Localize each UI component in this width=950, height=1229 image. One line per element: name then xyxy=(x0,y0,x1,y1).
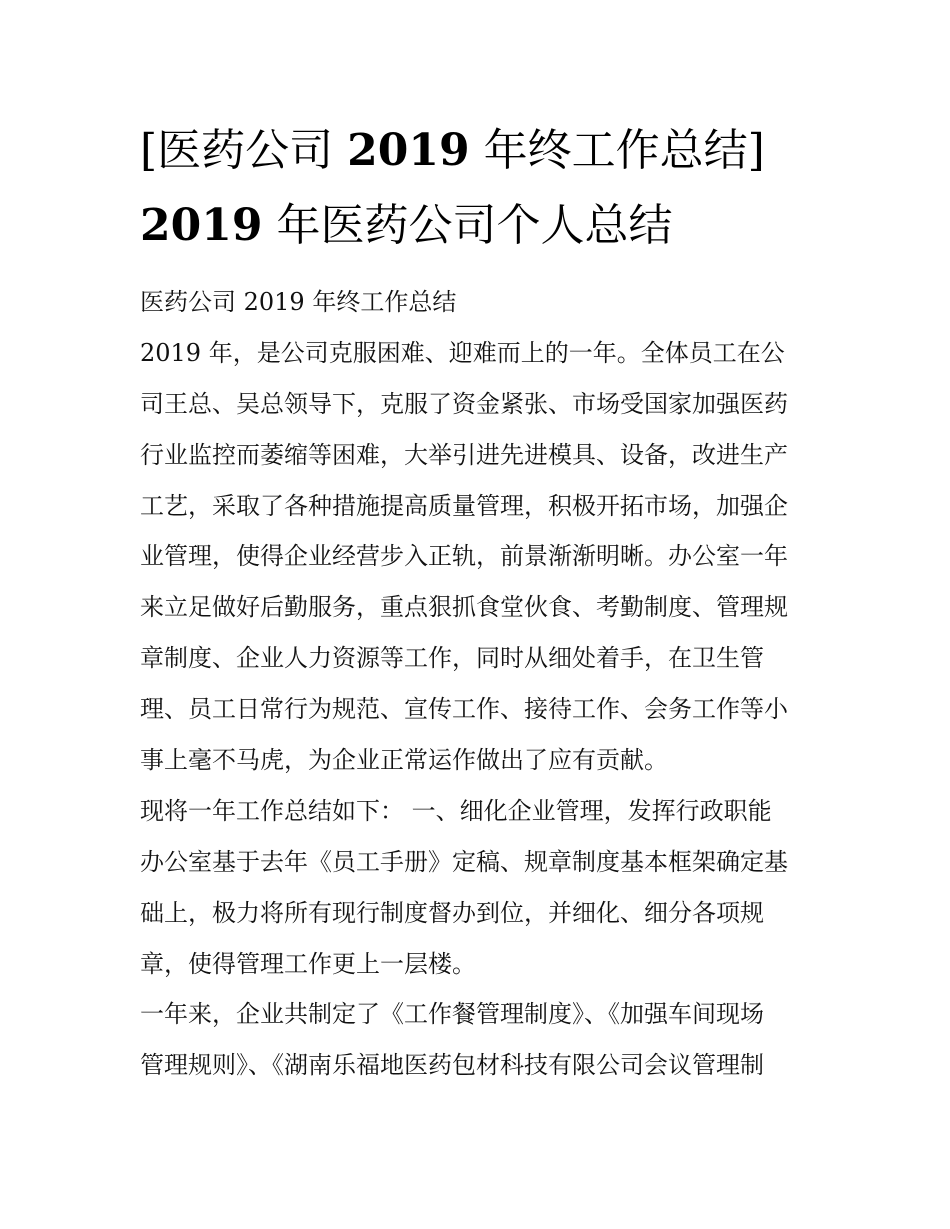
body-text-line: 来立足做好后勤服务，重点狠抓食堂伙食、考勤制度、管理规 xyxy=(140,593,788,622)
body-text-line: 础上，极力将所有现行制度督办到位，并细化、细分各项规 xyxy=(140,898,764,927)
body-text-line: 行业监控而萎缩等困难，大举引进先进模具、设备，改进生产 xyxy=(140,440,788,469)
body-text-line: 办公室基于去年《员工手册》定稿、规章制度基本框架确定基 xyxy=(140,847,788,876)
document-title xyxy=(140,113,820,263)
body-text-line: 章制度、企业人力资源等工作，同时从细处着手，在卫生管 xyxy=(140,644,764,673)
title-line xyxy=(140,188,820,263)
body-text-line: 章，使得管理工作更上一层楼。 xyxy=(140,949,476,978)
body-text-line: 理、员工日常行为规范、宣传工作、接待工作、会务工作等小 xyxy=(140,695,788,724)
body-text-line: 事上毫不马虎，为企业正常运作做出了应有贡献。 xyxy=(140,746,668,775)
title-segment: 年医药公司个人总结 xyxy=(262,200,673,251)
body-text-line: 医药公司 2019 年终工作总结 xyxy=(140,288,457,316)
title-line xyxy=(140,113,820,188)
body-text-line: 一年来，企业共制定了《工作餐管理制度》、《加强车间现场 xyxy=(140,1000,764,1029)
body-text-line: 现将一年工作总结如下： 一、细化企业管理，发挥行政职能 xyxy=(140,796,772,825)
body-text-line: 业管理，使得企业经营步入正轨，前景渐渐明晰。办公室一年 xyxy=(140,542,788,571)
title-segment: 2019 xyxy=(140,200,263,251)
title-segment: [医药公司 xyxy=(140,125,348,176)
document-body xyxy=(140,277,812,1091)
body-text-line: 管理规则》、《湖南乐福地医药包材科技有限公司会议管理制 xyxy=(140,1051,764,1080)
body-text-line: 2019 年，是公司克服困难、迎难而上的一年。全体员工在公 xyxy=(140,338,785,367)
body-text-line: 司王总、吴总领导下，克服了资金紧张、市场受国家加强医药 xyxy=(140,389,788,418)
title-segment: 2019 xyxy=(347,125,470,176)
body-text-line: 工艺，采取了各种措施提高质量管理，积极开拓市场，加强企 xyxy=(140,491,788,520)
title-segment: 年终工作总结] xyxy=(469,125,765,176)
